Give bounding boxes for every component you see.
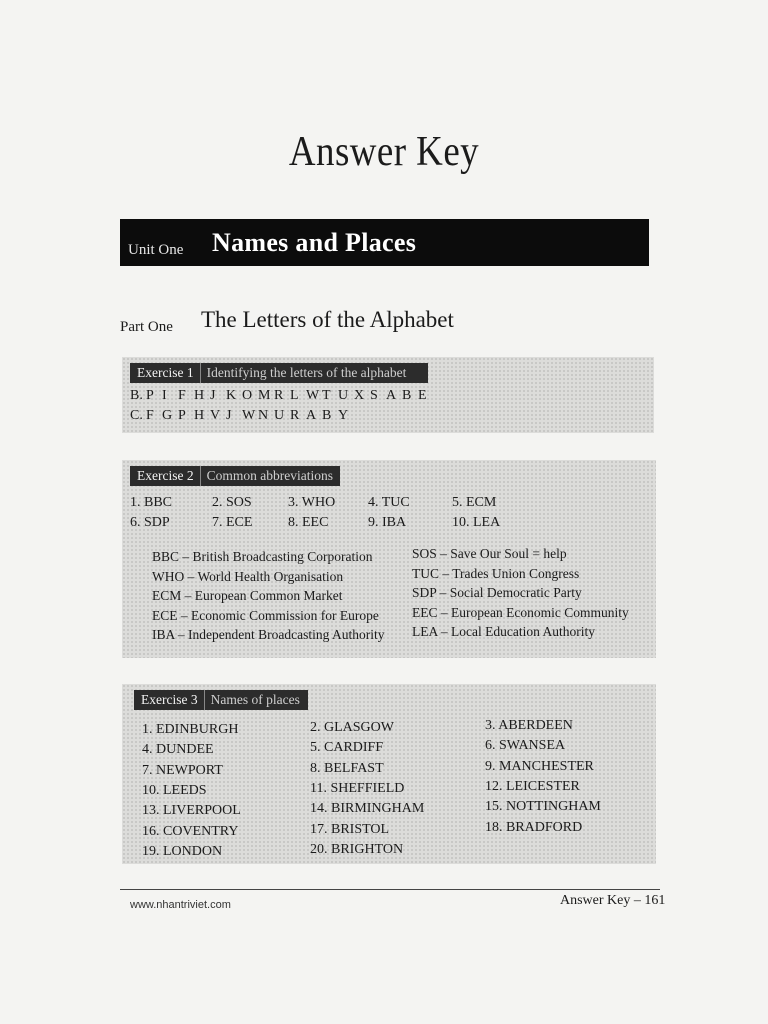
place-name: 15. NOTTINGHAM — [485, 799, 601, 815]
letter: H — [194, 388, 205, 403]
place-name: 10. LEEDS — [142, 782, 207, 798]
place-name: 13. LIVERPOOL — [142, 803, 241, 819]
exercise-3 — [122, 684, 656, 864]
definition-item: SDP – Social Democratic Party — [412, 585, 582, 600]
place-name: 11. SHEFFIELD — [310, 780, 405, 796]
abbreviation-answer: 2. SOS — [212, 495, 252, 510]
exercise-number: Exercise 3 — [141, 692, 198, 707]
abbreviation-answer: 1. BBC — [130, 495, 173, 510]
letter: B. — [130, 388, 143, 403]
part-label: Part One — [120, 319, 173, 335]
unit-title: Names and Places — [212, 228, 417, 257]
abbreviation-answer: 9. IBA — [368, 515, 407, 530]
letter: F — [178, 388, 186, 403]
place-name: 17. BRISTOL — [310, 821, 390, 837]
exercise-3-header — [134, 690, 308, 710]
letter: P — [146, 388, 154, 403]
place-name: 9. MANCHESTER — [485, 758, 594, 774]
letter: M — [258, 388, 271, 403]
page-title: Answer Key — [288, 129, 480, 175]
letter: F — [146, 408, 154, 423]
definition-item: BBC – British Broadcasting Corporation — [152, 549, 373, 564]
letter: O — [242, 388, 253, 403]
abbreviation-answer: 10. LEA — [452, 515, 501, 530]
place-name: 19. LONDON — [142, 843, 223, 859]
letter: B — [322, 408, 332, 423]
letter: B — [402, 388, 412, 403]
footer-url: www.nhantriviet.com — [130, 899, 231, 911]
footer-page-number: Answer Key – 161 — [560, 893, 666, 908]
place-name: 16. COVENTRY — [142, 823, 239, 839]
letter: E — [418, 388, 427, 403]
abbreviation-answer: 7. ECE — [212, 515, 253, 530]
letter: K — [226, 388, 237, 403]
letter: V — [210, 408, 221, 423]
exercise-name: Names of places — [204, 690, 306, 710]
place-name: 4. DUNDEE — [142, 742, 214, 758]
abbreviation-answer: 6. SDP — [130, 515, 170, 530]
letter: I — [162, 388, 167, 403]
letter: R — [290, 408, 300, 423]
abbreviation-answer: 5. ECM — [452, 495, 497, 510]
letter: W — [306, 388, 320, 403]
letter: U — [274, 408, 285, 423]
definition-item: TUC – Trades Union Congress — [412, 565, 580, 581]
exercise-2 — [122, 460, 656, 658]
letter: G — [162, 408, 173, 423]
letter: A — [386, 388, 397, 403]
abbreviation-answer: 8. EEC — [288, 515, 329, 530]
definition-item: ECE – Economic Commission for Europe — [152, 607, 379, 623]
definition-item: WHO – World Health Organisation — [152, 568, 344, 584]
place-name: 14. BIRMINGHAM — [310, 801, 425, 817]
letter: T — [322, 388, 331, 403]
exercise-2-header — [130, 466, 340, 486]
letter: C. — [130, 408, 143, 423]
unit-label: Unit One — [128, 242, 184, 258]
exercise-number: Exercise 2 — [137, 468, 194, 483]
letter: A — [306, 408, 317, 423]
exercise-name: Identifying the letters of the alphabet — [200, 363, 413, 383]
footer-rule — [120, 889, 660, 890]
letter: H — [194, 408, 205, 423]
place-name: 1. EDINBURGH — [142, 722, 239, 737]
place-name: 7. NEWPORT — [142, 762, 223, 778]
letter: S — [370, 388, 378, 403]
letter: U — [338, 388, 349, 403]
place-name: 20. BRIGHTON — [310, 841, 404, 857]
definition-item: EEC – European Economic Community — [412, 604, 629, 620]
part-title: The Letters of the Alphabet — [201, 307, 454, 332]
letter: J — [210, 388, 216, 403]
letter: P — [178, 408, 186, 423]
definition-item: SOS – Save Our Soul = help — [412, 546, 567, 561]
place-name: 6. SWANSEA — [485, 738, 566, 754]
definition-item: IBA – Independent Broadcasting Authority — [152, 627, 385, 642]
definition-item: ECM – European Common Market — [152, 588, 343, 603]
unit-banner — [120, 219, 649, 266]
letters-row-c — [130, 408, 354, 424]
place-name: 5. CARDIFF — [310, 740, 384, 756]
place-name: 18. BRADFORD — [485, 819, 583, 835]
place-name: 2. GLASGOW — [310, 720, 394, 735]
place-name: 8. BELFAST — [310, 760, 384, 776]
letter: X — [354, 388, 365, 403]
exercise-1-header — [130, 363, 428, 383]
letters-row-b — [130, 388, 434, 404]
definition-item: LEA – Local Education Authority — [412, 624, 595, 639]
letter: W — [242, 408, 256, 423]
exercise-name: Common abbreviations — [200, 466, 339, 486]
abbreviation-answer: 4. TUC — [368, 495, 410, 510]
letter: L — [290, 388, 299, 403]
letter: Y — [338, 408, 349, 423]
letter: R — [274, 388, 284, 403]
letter: J — [226, 408, 232, 423]
exercise-number: Exercise 1 — [137, 365, 194, 380]
abbreviation-answer: 3. WHO — [288, 495, 336, 510]
place-name: 12. LEICESTER — [485, 778, 580, 794]
letter: N — [258, 408, 269, 423]
place-name: 3. ABERDEEN — [485, 718, 573, 733]
exercise-1 — [122, 357, 654, 433]
